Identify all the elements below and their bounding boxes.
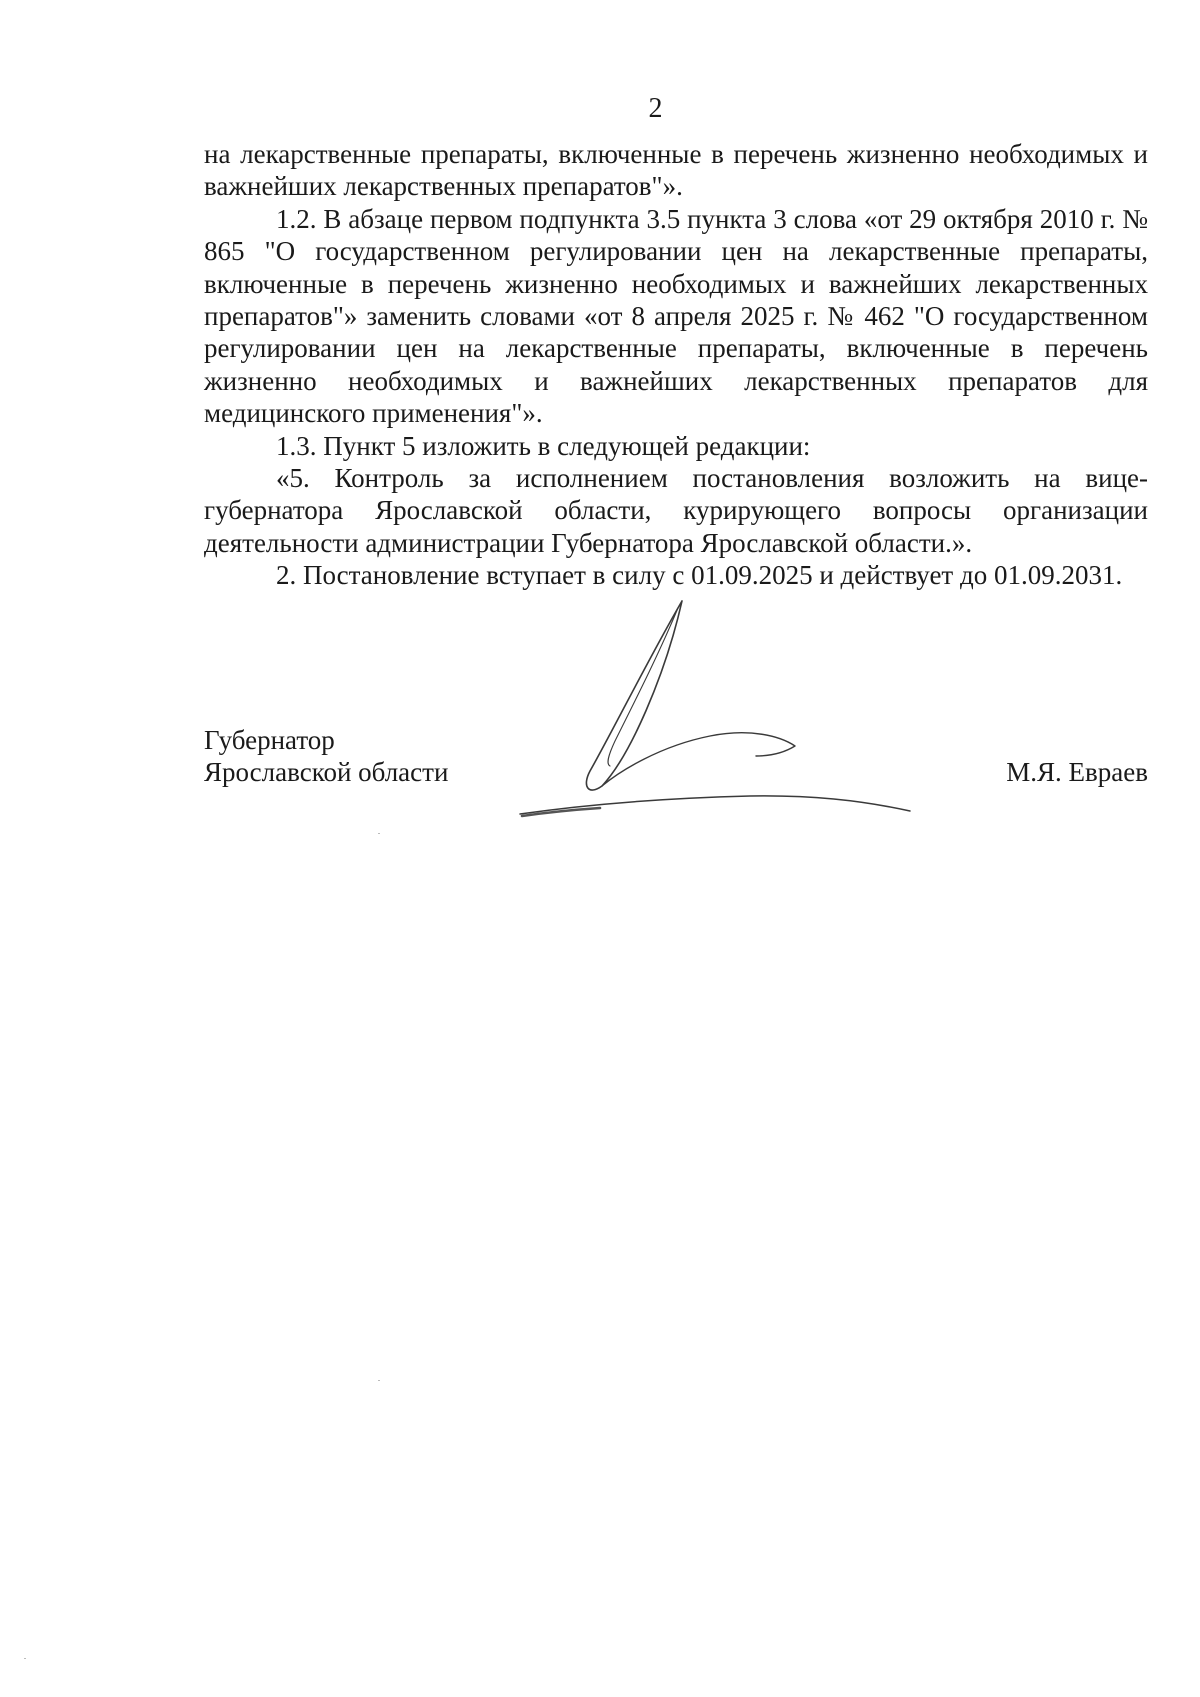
- paragraph-point-5: «5. Контроль за исполнением постановления возложить на вице-губернатора Ярославской области, курирующего вопросы организации деятельности администрации Губернатора Ярославской области.».: [204, 463, 1148, 558]
- scan-speck: [24, 1658, 26, 1659]
- scan-speck: [378, 1380, 380, 1381]
- paragraph-1-2: 1.2. В абзаце первом подпункта 3.5 пункта 3 слова «от 29 октября 2010 г. № 865 "О государственном регулировании цен на лекарственные препараты, включенные в перечень жизненно необходимых и важнейших лекарственных препаратов"» заменить словами «от 8 апреля 2025 г. № 462 "О государственном регулировании цен на лекарственные препараты, включенные в перечень жизненно необходимых и важнейших лекарственных препаратов для медицинского применения"».: [204, 203, 1148, 429]
- document-body: [204, 138, 1148, 592]
- paragraph-continuation: на лекарственные препараты, включенные в перечень жизненно необходимых и важнейших лекарственных препаратов"».: [204, 139, 1148, 202]
- paragraph-1-3: 1.3. Пункт 5 изложить в следующей редакции:: [276, 430, 811, 461]
- signatory-name: М.Я. Евраев: [1006, 757, 1148, 787]
- scan-speck: [378, 833, 380, 834]
- signature-main-stroke: [586, 601, 682, 790]
- handwritten-signature: [510, 596, 930, 826]
- signature-inner-stroke: [608, 608, 678, 766]
- page-number: 2: [648, 93, 663, 124]
- signatory-region: Ярославской области: [204, 757, 449, 787]
- signatory-position: [204, 724, 448, 788]
- signatory-title: Губернатор: [204, 725, 335, 755]
- paragraph-2: 2. Постановление вступает в силу с 01.09.2025 и действует до 01.09.2031.: [276, 560, 1123, 591]
- signature-underline-stroke: [520, 796, 910, 814]
